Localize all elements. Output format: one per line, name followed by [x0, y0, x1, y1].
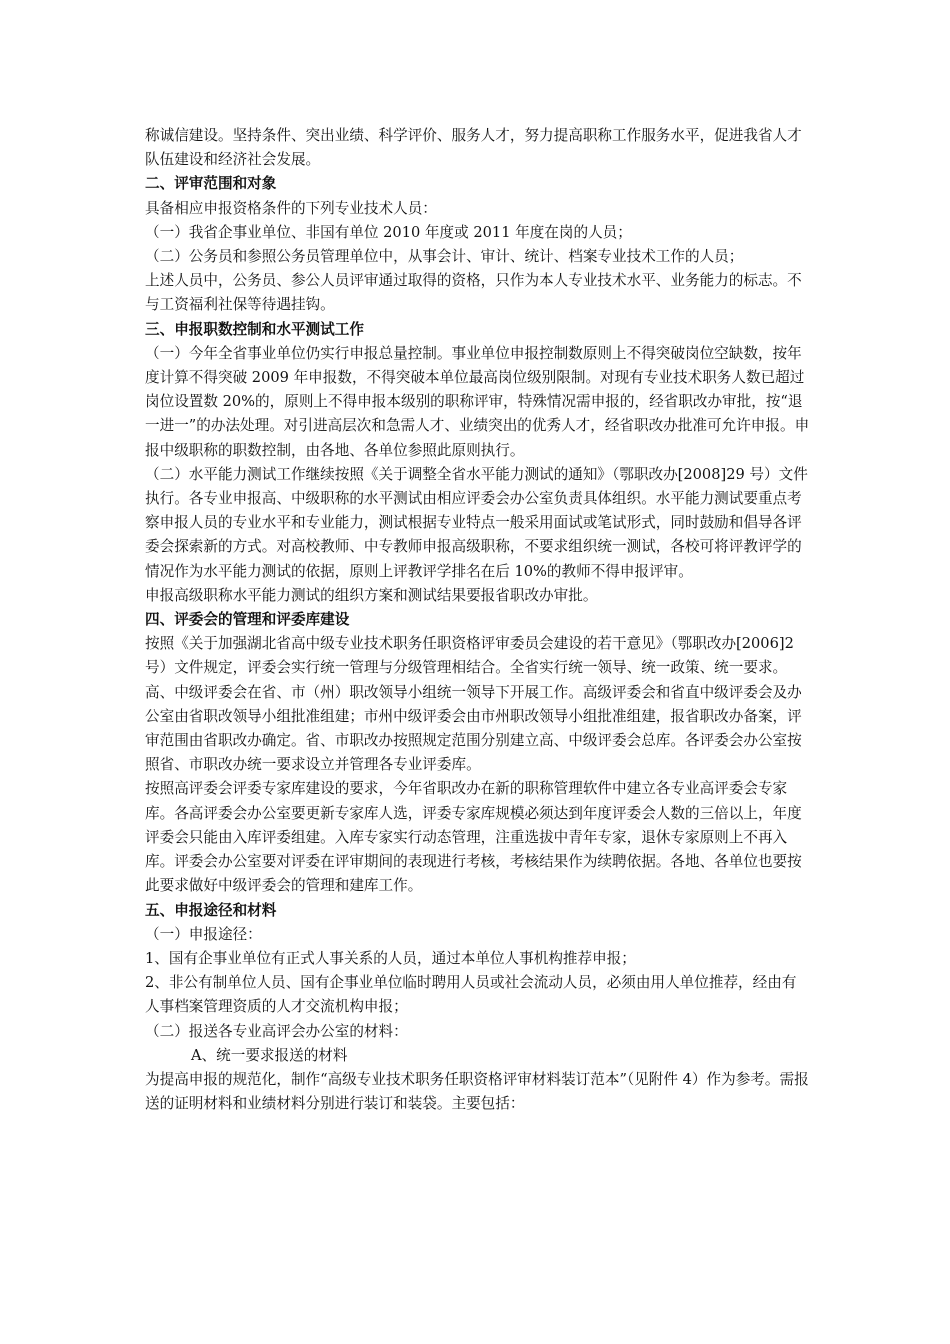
paragraph: A、统一要求报送的材料 — [191, 1046, 348, 1064]
paragraph: 具备相应申报资格条件的下列专业技术人员： — [145, 199, 437, 217]
section-heading: 五、申报途径和材料 — [145, 901, 277, 919]
paragraph: （二）水平能力测试工作继续按照《关于调整全省水平能力测试的通知》（鄂职改办[2008]29 号）文件执行。各专业申报高、中级职称的水平测试由相应评委会办公室负责具体组织。水平能力测试要重点考察申报人员的专业水平和专业能力，测试根据专业特点一般采用面试或笔试形式，同时鼓励和倡导各评委会探索新的方式。对高校教师、中专教师申报高级职称，不要求组织统一测试，各校可将评教评学的情况作为水平能力测试的依据，原则上评教评学排名在后 10%的教师不得申报评审。 — [145, 465, 808, 580]
paragraph: （一）我省企事业单位、非国有单位 2010 年度或 2011 年度在岗的人员； — [145, 223, 632, 241]
paragraph: 按照《关于加强湖北省高中级专业技术职务任职资格评审委员会建设的若干意见》（鄂职改办[2006]2 号）文件规定，评委会实行统一管理与分级管理相结合。全省实行统一领导、统一政策、统一要求。高、中级评委会在省、市（州）职改领导小组统一领导下开展工作。高级评委会和省直中级评委会及办公室由省职改领导小组批准组建；市州中级评委会由市州职改领导小组批准组建，报省职改办备案，评审范围由省职改办确定。省、市职改办按照规定范围分别建立高、中级评委会总库。各评委会办公室按照省、市职改办统一要求设立并管理各专业评委库。 — [145, 635, 802, 774]
paragraph: （二）报送各专业高评会办公室的材料： — [145, 1022, 408, 1040]
document-page — [145, 124, 810, 1116]
paragraph: 上述人员中，公务员、参公人员评审通过取得的资格，只作为本人专业技术水平、业务能力的标志。不与工资福利社保等待遇挂钩。 — [145, 272, 802, 314]
paragraph: （二）公务员和参照公务员管理单位中，从事会计、审计、统计、档案专业技术工作的人员； — [145, 248, 744, 266]
section-heading: 四、评委会的管理和评委库建设 — [145, 611, 350, 629]
paragraph: （一）申报途径： — [145, 925, 262, 943]
section-heading: 二、评审范围和对象 — [145, 175, 277, 193]
paragraph: 1、国有企事业单位有正式人事关系的人员，通过本单位人事机构推荐申报； — [145, 949, 636, 967]
section-heading: 三、申报职数控制和水平测试工作 — [145, 320, 364, 338]
paragraph: 申报高级职称水平能力测试的组织方案和测试结果要报省职改办审批。 — [145, 586, 598, 604]
paragraph: （一）今年全省事业单位仍实行申报总量控制。事业单位申报控制数原则上不得突破岗位空缺数，按年度计算不得突破 2009 年申报数，不得突破本单位最高岗位级别限制。对现有专业技术职务人数已超过岗位设置数 20%的，原则上不得申报本级别的职称评审，特殊情况需申报的，经省职改办审批，按“退一进一”的办法处理。对引进高层次和急需人才、业绩突出的优秀人才，经省职改办批准可允许申报。申报中级职称的职数控制，由各地、各单位参照此原则执行。 — [145, 344, 810, 459]
paragraph: 称诚信建设。坚持条件、突出业绩、科学评价、服务人才，努力提高职称工作服务水平，促进我省人才队伍建设和经济社会发展。 — [145, 127, 802, 169]
paragraph: 为提高申报的规范化，制作“高级专业技术职务任职资格评审材料装订范本”（见附件 4）作为参考。需报送的证明材料和业绩材料分别进行装订和装袋。主要包括： — [145, 1070, 809, 1113]
paragraph: 按照高评委会评委专家库建设的要求，今年省职改办在新的职称管理软件中建立各专业高评委会专家库。各高评委会办公室要更新专家库人选，评委专家库规模必须达到年度评委会人数的三倍以上，年度评委会只能由入库评委组建。入库专家实行动态管理，注重选拔中青年专家，退休专家原则上不再入库。评委会办公室要对评委在评审期间的表现进行考核，考核结果作为续聘依据。各地、各单位也要按此要求做好中级评委会的管理和建库工作。 — [145, 780, 802, 895]
paragraph: 2、非公有制单位人员、国有企事业单位临时聘用人员或社会流动人员，必须由用人单位推荐，经由有人事档案管理资质的人才交流机构申报； — [145, 974, 797, 1016]
